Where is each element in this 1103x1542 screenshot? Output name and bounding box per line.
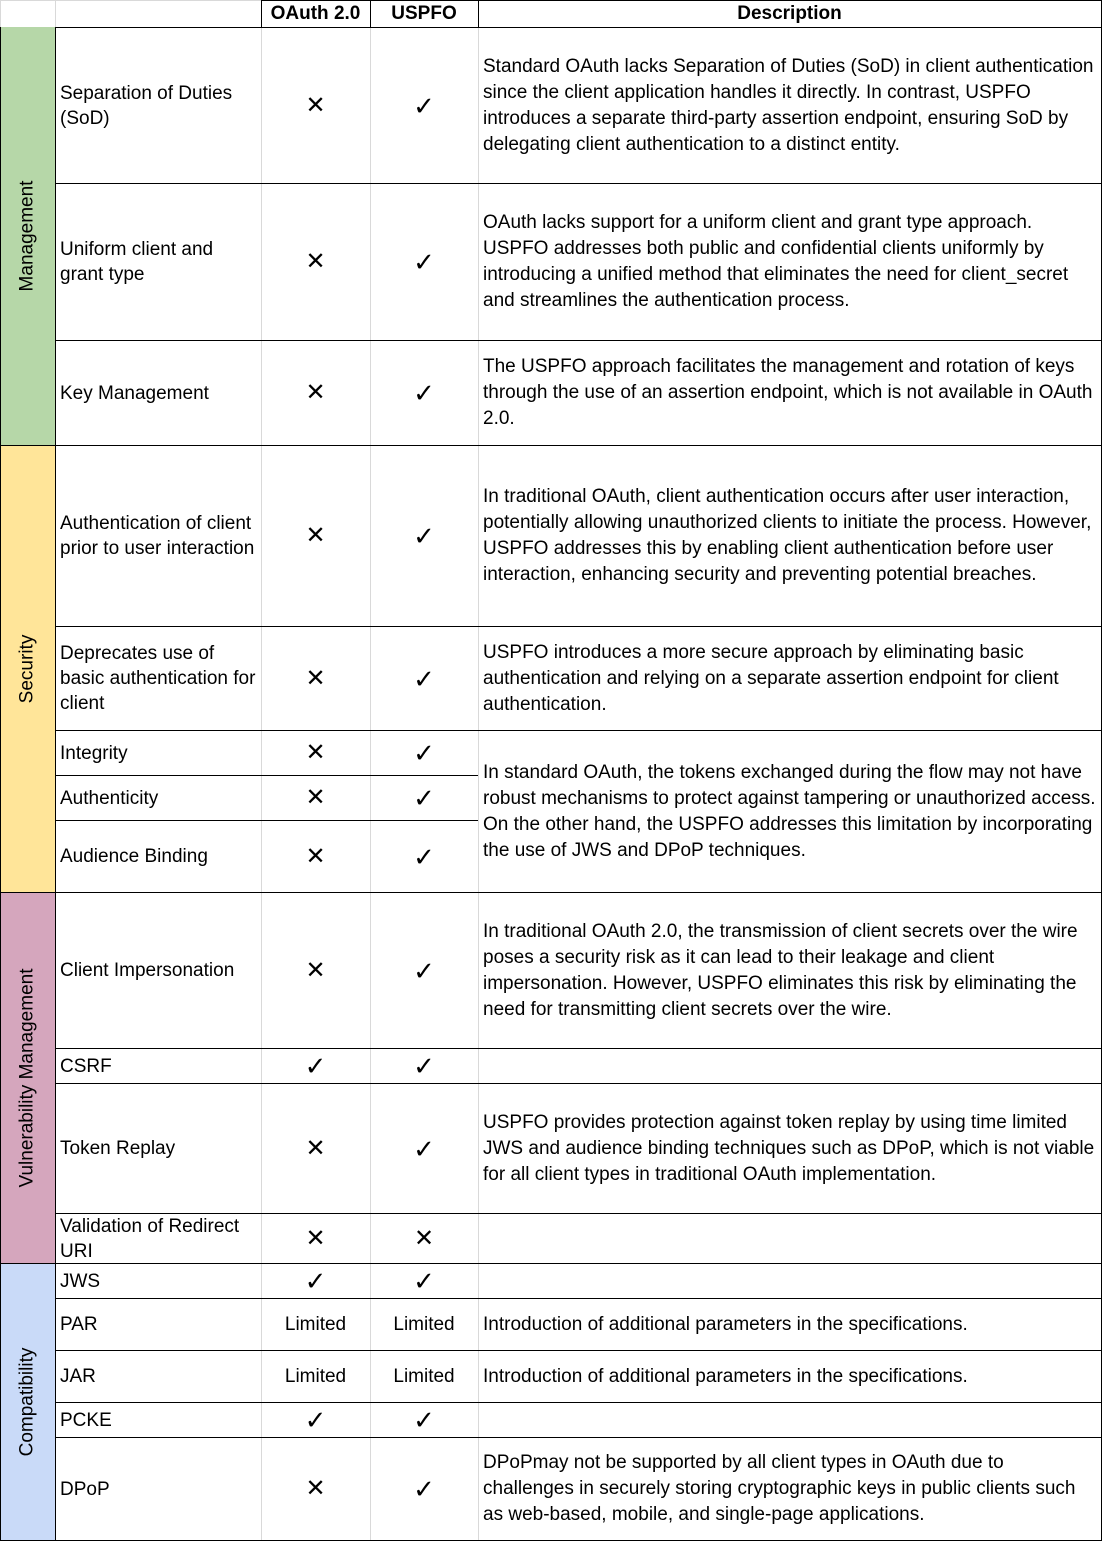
- border-line: [1101, 0, 1102, 1541]
- cross-icon: ✕: [305, 91, 326, 119]
- check-icon: ✓: [304, 1405, 327, 1435]
- uspfo-support: [370, 1264, 478, 1298]
- category-band: [0, 892, 55, 1263]
- check-icon: ✓: [413, 378, 435, 408]
- header-oauth: OAuth 2.0: [270, 2, 361, 24]
- feature-name: Separation of Duties (SoD): [60, 82, 233, 129]
- cross-icon: ✕: [305, 522, 326, 549]
- oauth-support: [261, 446, 370, 626]
- check-icon: ✓: [413, 90, 435, 121]
- oauth-support: [261, 893, 370, 1048]
- uspfo-support: [370, 446, 478, 626]
- feature-name: Deprecates use of basic authentication for client: [60, 643, 256, 714]
- oauth-support: [261, 1084, 370, 1213]
- oauth-support: [261, 821, 370, 892]
- oauth-support: [261, 341, 370, 445]
- uspfo-support: [370, 184, 478, 340]
- border-line: [0, 1540, 55, 1541]
- uspfo-support: [370, 1084, 478, 1213]
- feature-name: Audience Binding: [60, 846, 208, 867]
- oauth-support: [261, 1299, 370, 1350]
- gridline: [55, 0, 56, 27]
- description-text: OAuth lacks support for a uniform client and grant type approach. USPFO addresses both public and confidential clients uniformly by introducing a unified method that eliminates the need for client_secret and streamlines the authentication process.: [483, 212, 1069, 311]
- uspfo-support: [370, 1351, 478, 1402]
- description-text: USPFO introduces a more secure approach by eliminating basic authentication and relying on a separate assertion endpoint for client authentication.: [483, 641, 1059, 715]
- description-text: The USPFO approach facilitates the management and rotation of keys through the use of an assertion endpoint, which is not available in OAuth 2.0.: [483, 356, 1093, 429]
- cross-icon: ✕: [305, 739, 326, 766]
- description-text: Standard OAuth lacks Separation of Duties (SoD) in client authentication since the client application handles it directly. In contrast, USPFO introduces a separate third-party assertion endpoint, ensuring SoD by delegating client authentication to a distinct entity.: [483, 55, 1094, 155]
- oauth-support: [261, 627, 370, 730]
- gridline: [0, 0, 1, 27]
- oauth-support: [261, 1264, 370, 1298]
- oauth-support: [261, 1214, 370, 1263]
- check-icon: ✓: [413, 738, 435, 768]
- limited-label: Limited: [284, 1313, 347, 1335]
- check-icon: ✓: [413, 1266, 435, 1296]
- feature-name: Integrity: [60, 742, 128, 764]
- uspfo-support: [370, 731, 478, 775]
- border-line: [0, 1263, 55, 1264]
- description-text: Introduction of additional parameters in the specifications.: [483, 1365, 968, 1387]
- cross-icon: ✕: [305, 248, 326, 275]
- cross-icon: ✕: [305, 379, 326, 406]
- uspfo-support: [370, 821, 478, 892]
- cross-icon: ✕: [305, 956, 326, 984]
- oauth-support: [261, 1403, 370, 1437]
- description-text: USPFO provides protection against token replay by using time limited JWS and audience binding techniques such as DPoP, which is not viable for all client types in traditional OAuth implementation.: [483, 1111, 1095, 1185]
- feature-name: Key Management: [60, 382, 209, 404]
- cross-icon: ✕: [305, 1475, 326, 1502]
- check-icon: ✓: [413, 1474, 435, 1504]
- uspfo-support: [370, 1403, 478, 1437]
- uspfo-support: [370, 893, 478, 1048]
- uspfo-support: [370, 627, 478, 730]
- uspfo-support: [370, 1438, 478, 1540]
- description-text: DPoPmay not be supported by all client types in OAuth due to challenges in securely storing cryptographic keys in public clients such as web-based, mobile, and single-page applications.: [483, 1452, 1076, 1525]
- check-icon: ✓: [413, 783, 435, 813]
- category-label: Vulnerability Management: [16, 968, 38, 1187]
- feature-name: JWS: [60, 1270, 101, 1292]
- check-icon: ✓: [413, 247, 435, 277]
- uspfo-support: [370, 1299, 478, 1350]
- check-icon: ✓: [413, 1051, 435, 1081]
- feature-name: Authentication of client prior to user interaction: [60, 513, 255, 559]
- description-text: In traditional OAuth, client authentication occurs after user interaction, potentially allowing unauthorized clients to initiate the process. However, USPFO addresses this by enabling client authentication before user interaction, enhancing security and preventing potential breaches.: [483, 486, 1092, 585]
- header-description: Description: [737, 2, 842, 24]
- check-icon: ✓: [304, 1266, 327, 1296]
- uspfo-support: [370, 341, 478, 445]
- limited-label: Limited: [393, 1313, 455, 1335]
- limited-label: Limited: [284, 1365, 347, 1387]
- oauth-support: [261, 184, 370, 340]
- uspfo-support: [370, 28, 478, 183]
- feature-name: DPoP: [60, 1478, 110, 1500]
- cross-icon: ✕: [305, 1224, 326, 1252]
- feature-name: JAR: [60, 1366, 96, 1387]
- category-label: Management: [16, 180, 38, 292]
- check-icon: ✓: [413, 663, 435, 694]
- border-line: [0, 892, 55, 893]
- cross-icon: ✕: [413, 1224, 435, 1252]
- feature-name: Authenticity: [60, 787, 159, 809]
- feature-name: Client Impersonation: [60, 960, 235, 981]
- feature-name: Validation of Redirect URI: [60, 1215, 240, 1262]
- uspfo-support: [370, 776, 478, 820]
- description-text: Introduction of additional parameters in the specifications.: [483, 1313, 968, 1335]
- uspfo-support: [370, 1214, 478, 1263]
- check-icon: ✓: [413, 841, 435, 872]
- oauth-support: [261, 1049, 370, 1083]
- check-icon: ✓: [413, 1133, 435, 1164]
- cross-icon: ✕: [305, 784, 326, 811]
- check-icon: ✓: [413, 521, 435, 551]
- check-icon: ✓: [413, 1405, 435, 1435]
- oauth-support: [261, 776, 370, 820]
- cross-icon: ✕: [305, 842, 326, 870]
- check-icon: ✓: [413, 955, 435, 986]
- cross-icon: ✕: [305, 1134, 326, 1162]
- check-icon: ✓: [304, 1051, 327, 1081]
- feature-name: Token Replay: [60, 1138, 176, 1159]
- description-text: In traditional OAuth 2.0, the transmission of client secrets over the wire poses a security risk as it can lead to their leakage and client impersonation. However, USPFO eliminates this risk by eliminating the need for transmitting client secrets over the wire.: [483, 920, 1078, 1020]
- border-line: [55, 1540, 1101, 1541]
- cross-icon: ✕: [305, 664, 326, 692]
- category-label: Compatibility: [16, 1347, 38, 1456]
- category-band: [0, 1263, 55, 1540]
- oauth-support: [261, 1438, 370, 1540]
- oauth-support: [261, 28, 370, 183]
- border-line: [0, 27, 1, 1540]
- oauth-support: [261, 1351, 370, 1402]
- description-text-merged: In standard OAuth, the tokens exchanged during the flow may not have robust mechanisms to protect against tampering or unauthorized access. On the other hand, the USPFO addresses this limitation by incorporating the use of JWS and DPoP techniques.: [479, 731, 1101, 892]
- border-line: [0, 445, 55, 446]
- feature-name: PCKE: [60, 1409, 112, 1431]
- uspfo-support: [370, 1049, 478, 1083]
- category-band: [0, 27, 55, 445]
- limited-label: Limited: [393, 1365, 455, 1387]
- category-label: Security: [16, 634, 38, 703]
- header-uspfo: USPFO: [391, 2, 457, 24]
- feature-name: PAR: [60, 1314, 98, 1335]
- feature-name: CSRF: [60, 1055, 112, 1077]
- feature-name: Uniform client and grant type: [60, 239, 214, 285]
- oauth-support: [261, 731, 370, 775]
- category-band: [0, 445, 55, 892]
